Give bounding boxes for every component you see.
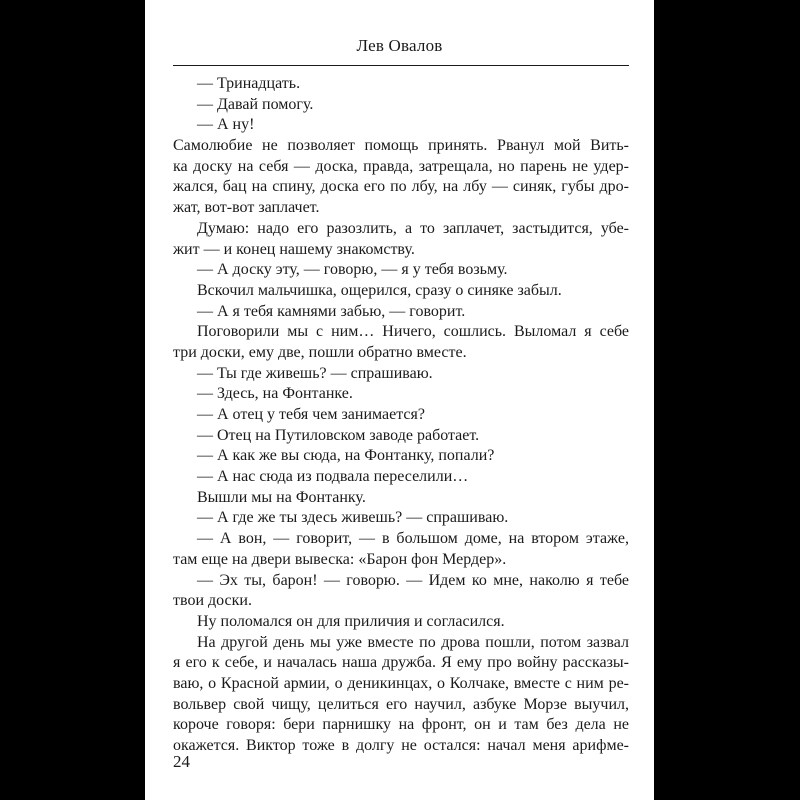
text-line: — Ты где живешь? — спрашиваю.	[197, 364, 433, 382]
text-line: — А отец у тебя чем занимается?	[197, 406, 425, 423]
text-line: жат, вот-вот заплачет.	[173, 199, 320, 217]
text-line: — А где же ты здесь живешь? — спрашиваю.	[197, 509, 509, 527]
text-line: — А вон, — говорит, — в большом доме, на втором этаже,	[197, 530, 629, 548]
text-line: — Эх ты, барон! — говорю. — Идем ко мне, наколю я тебе	[197, 571, 629, 589]
text-line: Вышли мы на Фонтанку.	[197, 488, 366, 506]
text-line: жался, бац на спину, доска его по лбу, на лбу — синяк, губы дро-	[173, 178, 629, 196]
text-line: Ну поломался он для приличия и согласился.	[197, 612, 505, 630]
text-line: — Отец на Путиловском заводе работает.	[197, 426, 480, 444]
text-line: я его к себе, и началась наша дружба. Я ему про войну рассказы-	[173, 654, 629, 672]
text-line: — А ну!	[197, 116, 255, 134]
text-line: — А нас сюда из подвала переселили…	[197, 468, 469, 486]
text-line: — Здесь, на Фонтанке.	[197, 385, 353, 403]
text-line: короче говоря: бери парнишку на фронт, он и там без дела не	[173, 716, 629, 734]
page-number: 24	[173, 752, 190, 771]
text-line: На другой день мы уже вместе по дрова пошли, потом зазвал	[197, 633, 629, 651]
header-rule	[173, 65, 629, 66]
text-line: Вскочил мальчишка, ощерился, сразу о синяке забыл.	[197, 281, 562, 299]
text-line: — Тринадцать.	[197, 75, 301, 92]
text-line: окажется. Виктор тоже в долгу не остался: начал меня арифме-	[173, 737, 629, 754]
text-line: Поговорили мы с ним… Ничего, сошлись. Выломал я себе	[197, 323, 629, 341]
book-page	[145, 0, 654, 800]
left-black-margin	[0, 0, 145, 800]
text-line: ваю, о Красной армии, о деникинцах, о Колчаке, вместе с ним ре-	[173, 674, 629, 692]
text-line: — А как же вы сюда, на Фонтанку, попали?	[197, 447, 495, 465]
running-head: Лев Овалов	[356, 36, 443, 55]
text-line: — А доску эту, — говорю, — я у тебя возьму.	[197, 261, 508, 279]
text-line: вольвер свой чищу, целиться его научил, азбуке Морзе выучил,	[173, 695, 629, 713]
text-line: Самолюбие не позволяет помощь принять. Рванул мой Вить-	[173, 137, 629, 155]
text-line: там еще на двери вывеска: «Барон фон Мердер».	[173, 550, 507, 568]
text-line: ка доску на себя — доска, правда, затрещала, но парень не удер-	[173, 157, 629, 175]
text-line: твои доски.	[173, 592, 252, 610]
text-line: три доски, ему две, пошли обратно вместе.	[173, 343, 467, 361]
text-line: — Давай помогу.	[197, 95, 314, 113]
text-line: жит — и конец нашему знакомству.	[173, 240, 415, 258]
right-black-margin	[654, 0, 800, 800]
body-text	[173, 74, 629, 757]
text-line: Думаю: надо его разозлить, а то заплачет, застыдится, убе-	[197, 219, 629, 237]
text-line: — А я тебя камнями забью, — говорит.	[197, 302, 466, 320]
